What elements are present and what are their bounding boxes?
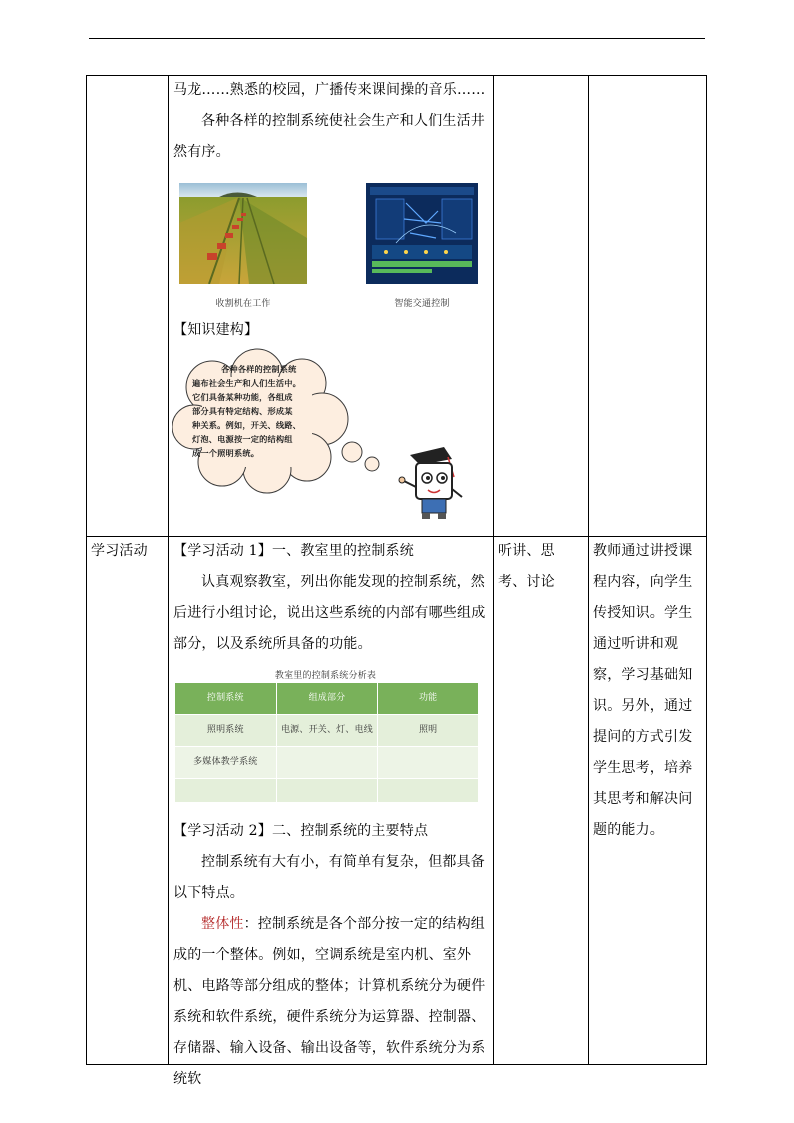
table-cell	[175, 779, 277, 803]
harvester-caption: 收割机在工作	[215, 299, 271, 309]
table-header: 控制系统	[175, 683, 277, 715]
row1-col4	[588, 75, 707, 536]
activity1-paragraph: 认真观察教室，列出你能发现的控制系统，然后进行小组讨论，说出这些系统的内部有哪些组成部分，以及系统所具备的功能。	[173, 574, 486, 652]
intro-paragraph: 各种各样的控制系统使社会生产和人们生活井然有序。	[173, 113, 485, 160]
header-rule	[89, 38, 705, 39]
feature-term: 整体性	[201, 916, 244, 932]
student-activity: 听讲、思考、讨论	[498, 543, 555, 590]
cartoon-character-icon	[399, 447, 462, 519]
table-cell: 多媒体教学系统	[175, 747, 277, 779]
row2-col4	[588, 536, 707, 1065]
table-row-activity	[86, 536, 707, 1087]
section-title: 【知识建构】	[173, 322, 259, 338]
table-header: 功能	[378, 683, 479, 715]
cloud-line: 部分具有特定结构、形成某	[192, 406, 293, 416]
cloud-line: 灯泡、电源按一定的结构组	[192, 434, 293, 444]
traffic-photo	[366, 183, 478, 284]
traffic-caption: 智能交通控制	[394, 299, 450, 309]
cloud-text	[192, 362, 320, 460]
table-header: 组成部分	[276, 683, 378, 715]
table-cell	[276, 747, 378, 779]
table-cell	[378, 747, 479, 779]
table-cell: 照明系统	[175, 715, 277, 747]
analysis-table-title: 教室里的控制系统分析表	[274, 671, 377, 681]
row2-col1	[86, 536, 168, 1065]
table-cell	[276, 779, 378, 803]
harvester-photo	[179, 183, 307, 284]
table-cell: 照明	[378, 715, 479, 747]
row1-col2	[168, 75, 493, 536]
analysis-table	[174, 682, 479, 803]
row2-col3	[493, 536, 588, 1065]
cloud-line: 各种各样的控制系统	[221, 364, 297, 374]
activity2-title: 【学习活动 2】二、控制系统的主要特点	[173, 823, 429, 839]
feature-paragraph	[173, 909, 487, 1095]
design-intent: 教师通过讲授课程内容，向学生传授知识。学生通过听讲和观察，学习基础知识。另外，通过提问的方式引发学生思考，培养其思考和解决问题的能力。	[593, 543, 693, 838]
row1-col3	[493, 75, 588, 536]
cloud-line: 它们具备某种功能，各组成	[192, 392, 293, 402]
activity2-paragraph: 控制系统有大有小，有简单有复杂，但都具备以下特点。	[173, 854, 485, 901]
row2-col2	[168, 536, 493, 1087]
activity1-title: 【学习活动 1】一、教室里的控制系统	[173, 543, 414, 559]
table-cell	[378, 779, 479, 803]
intro-line: 马龙……熟悉的校园，广播传来课间操的音乐……	[173, 82, 486, 98]
cloud-line: 种关系。例如，开关、线路、	[192, 420, 302, 430]
cloud-line: 遍布社会生产和人们生活中。	[192, 378, 302, 388]
row1-col1	[86, 75, 168, 536]
table-row-intro	[86, 75, 707, 536]
cloud-line: 成一个照明系统。	[192, 448, 260, 458]
table-cell: 电源、开关、灯、电线	[276, 715, 378, 747]
stage-label: 学习活动	[91, 543, 148, 559]
feature-text: ：控制系统是各个部分按一定的结构组成的一个整体。例如，空调系统是室内机、室外机、电路等部分组成的整体；计算机系统分为硬件系统和软件系统，硬件系统分为运算器、控制器、存储器、输入设备、输出设备等，软件系统分为系统软	[173, 916, 486, 1087]
